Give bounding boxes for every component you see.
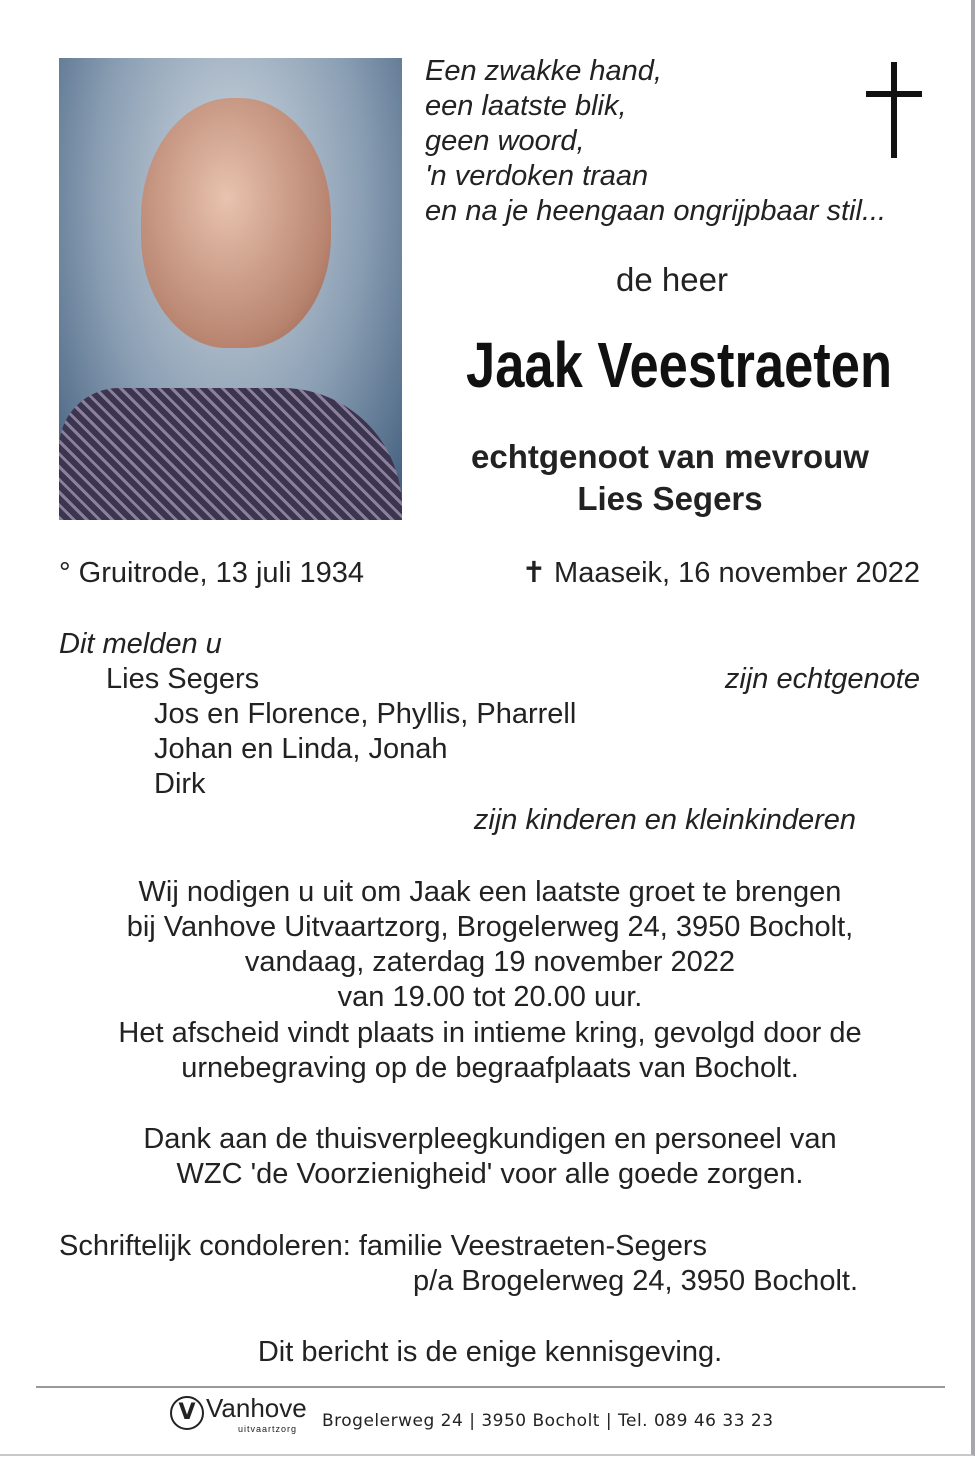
death-info: ✝ Maaseik, 16 november 2022 bbox=[521, 557, 920, 589]
deceased-name: Jaak Veestraeten bbox=[466, 329, 892, 401]
invitation-line: urnebegraving op de begraafplaats van Bocholt. bbox=[181, 1052, 799, 1084]
portrait-shirt bbox=[59, 388, 402, 520]
invitation-line: Wij nodigen u uit om Jaak een laatste groet te brengen bbox=[138, 876, 842, 908]
portrait-face bbox=[141, 98, 331, 348]
family-child: Jos en Florence, Phyllis, Pharrell bbox=[154, 698, 577, 730]
title: de heer bbox=[616, 261, 728, 298]
vanhove-logo bbox=[170, 1394, 310, 1436]
invitation-line: van 19.00 tot 20.00 uur. bbox=[337, 981, 643, 1013]
cross-icon bbox=[866, 62, 922, 158]
invitation-line: bij Vanhove Uitvaartzorg, Brogelerweg 24, 3950 Bocholt, bbox=[126, 911, 854, 943]
thanks-line: Dank aan de thuisverpleegkundigen en personeel van bbox=[143, 1123, 837, 1155]
poem-line: Een zwakke hand, bbox=[425, 55, 662, 87]
footer-contact: Brogelerweg 24 | 3950 Bocholt | Tel. 089 46 33 23 bbox=[322, 1411, 774, 1431]
logo-tag: uitvaartzorg bbox=[238, 1424, 298, 1434]
notice: Dit bericht is de enige kennisgeving. bbox=[257, 1336, 723, 1368]
invitation-line: vandaag, zaterdag 19 november 2022 bbox=[244, 946, 736, 978]
poem-line: 'n verdoken traan bbox=[425, 160, 649, 192]
birth-info: ° Gruitrode, 13 juli 1934 bbox=[59, 557, 364, 589]
portrait-photo bbox=[59, 58, 402, 520]
poem-line: en na je heengaan ongrijpbaar stil... bbox=[425, 195, 887, 227]
thanks-line: WZC 'de Voorzienigheid' voor alle goede zorgen. bbox=[176, 1158, 804, 1190]
footer-divider bbox=[36, 1386, 945, 1388]
family-children-role: zijn kinderen en kleinkinderen bbox=[473, 804, 856, 836]
condolences-address: p/a Brogelerweg 24, 3950 Bocholt. bbox=[413, 1265, 858, 1297]
family-child: Dirk bbox=[154, 768, 206, 800]
family-spouse: Lies Segers bbox=[106, 663, 260, 695]
poem-line: geen woord, bbox=[425, 125, 585, 157]
invitation-line: Het afscheid vindt plaats in intieme kring, gevolgd door de bbox=[118, 1017, 862, 1049]
family-spouse-role: zijn echtgenote bbox=[724, 663, 920, 695]
spouse-name: Lies Segers bbox=[577, 480, 763, 517]
poem-line: een laatste blik, bbox=[425, 90, 627, 122]
logo-brand: Vanhove bbox=[206, 1393, 307, 1423]
family-child: Johan en Linda, Jonah bbox=[154, 733, 448, 765]
condolences-line: Schriftelijk condoleren: familie Veestraeten-Segers bbox=[59, 1230, 707, 1262]
announce-intro: Dit melden u bbox=[59, 628, 222, 660]
spouse-line: echtgenoot van mevrouw bbox=[471, 438, 869, 475]
logo-v-icon: V bbox=[170, 1396, 204, 1430]
